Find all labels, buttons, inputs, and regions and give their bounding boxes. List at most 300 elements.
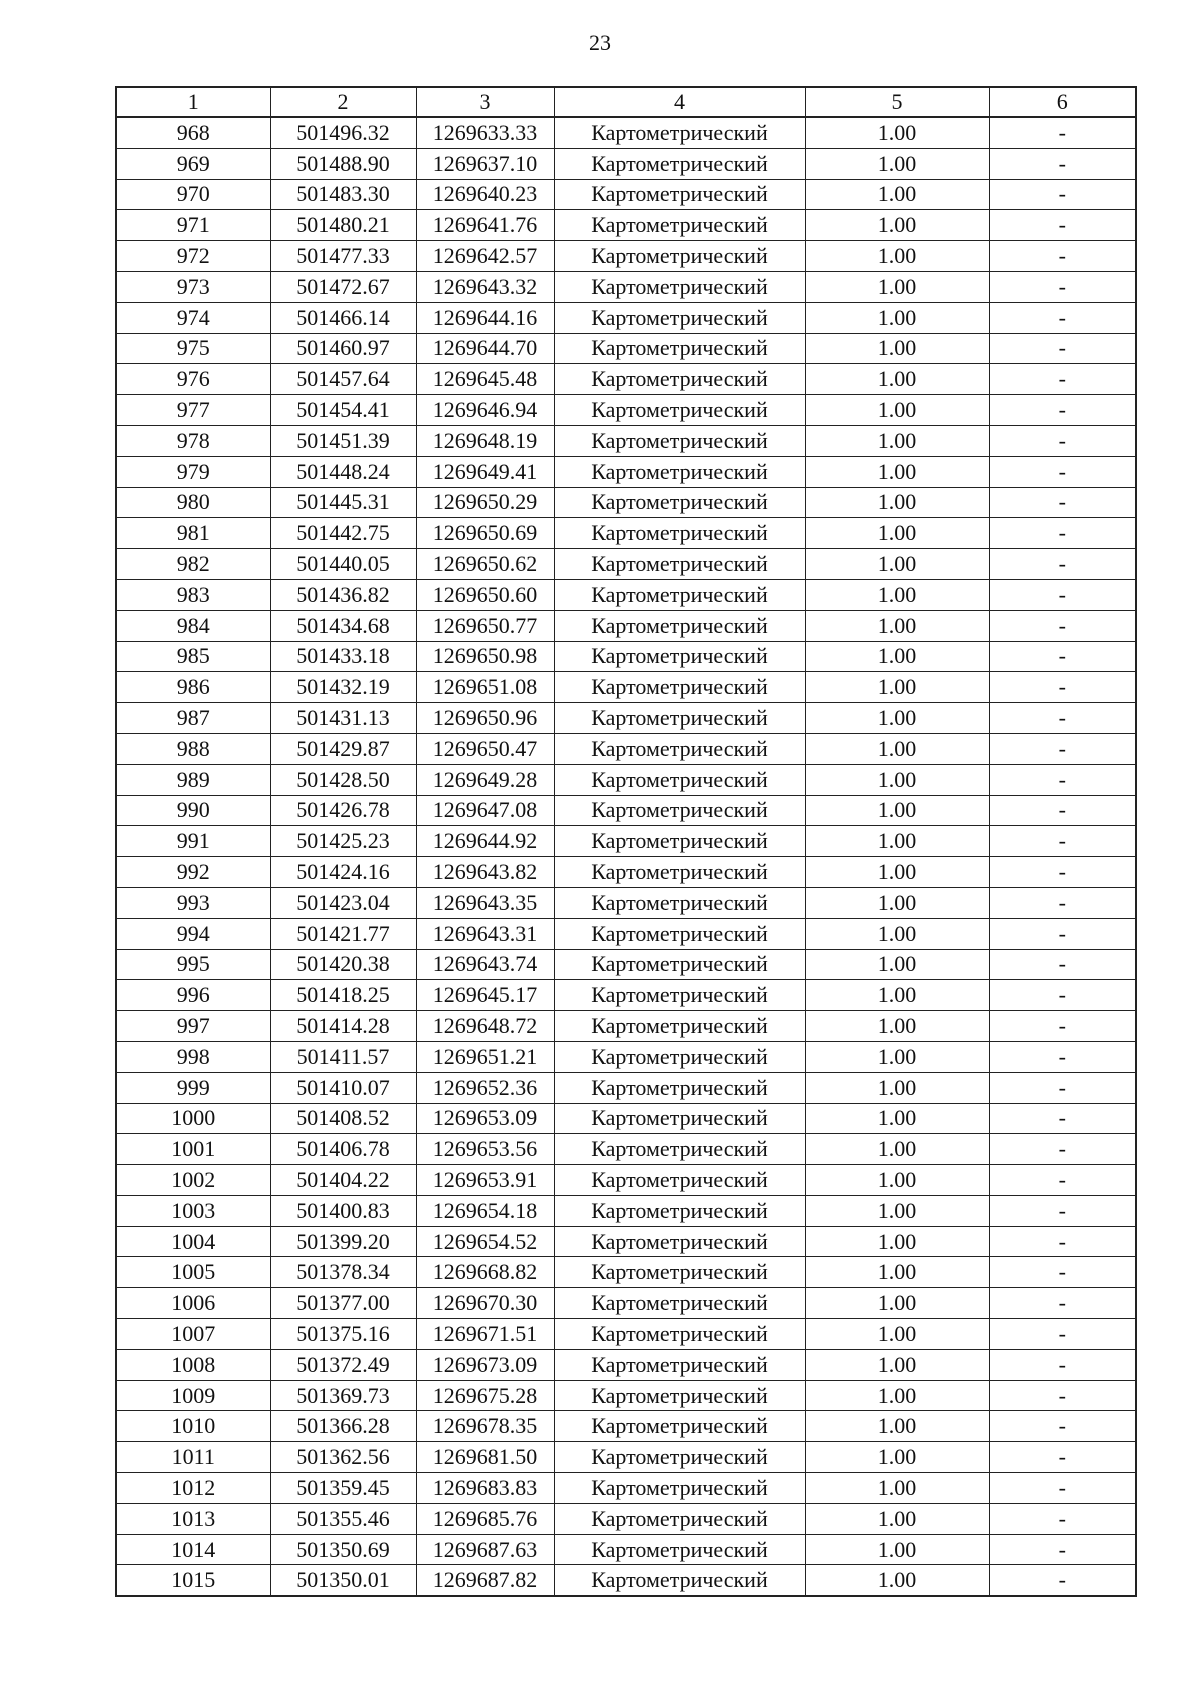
table-row [116, 1072, 1136, 1103]
accuracy-cell: 1.00 [805, 1534, 989, 1565]
y-coordinate-cell: 1269654.52 [416, 1226, 554, 1257]
point-number-cell: 1003 [116, 1195, 270, 1226]
description-cell: - [989, 641, 1136, 672]
y-coordinate-cell: 1269678.35 [416, 1411, 554, 1442]
accuracy-cell: 1.00 [805, 918, 989, 949]
point-number-cell: 968 [116, 117, 270, 148]
method-cell: Картометрический [554, 826, 805, 857]
y-coordinate-cell: 1269650.29 [416, 487, 554, 518]
method-cell: Картометрический [554, 179, 805, 210]
x-coordinate-cell: 501442.75 [270, 518, 416, 549]
point-number-cell: 1006 [116, 1288, 270, 1319]
accuracy-cell: 1.00 [805, 1195, 989, 1226]
y-coordinate-cell: 1269643.82 [416, 857, 554, 888]
x-coordinate-cell: 501433.18 [270, 641, 416, 672]
y-coordinate-cell: 1269643.31 [416, 918, 554, 949]
coordinates-table [115, 86, 1137, 1597]
table-row [116, 641, 1136, 672]
y-coordinate-cell: 1269650.69 [416, 518, 554, 549]
method-cell: Картометрический [554, 1319, 805, 1350]
y-coordinate-cell: 1269673.09 [416, 1349, 554, 1380]
table-row [116, 949, 1136, 980]
x-coordinate-cell: 501460.97 [270, 333, 416, 364]
point-number-cell: 980 [116, 487, 270, 518]
y-coordinate-cell: 1269645.17 [416, 980, 554, 1011]
accuracy-cell: 1.00 [805, 641, 989, 672]
description-cell: - [989, 949, 1136, 980]
y-coordinate-cell: 1269644.92 [416, 826, 554, 857]
method-cell: Картометрический [554, 672, 805, 703]
x-coordinate-cell: 501426.78 [270, 795, 416, 826]
description-cell: - [989, 518, 1136, 549]
description-cell: - [989, 1165, 1136, 1196]
table-row [116, 733, 1136, 764]
x-coordinate-cell: 501414.28 [270, 1011, 416, 1042]
table-row [116, 487, 1136, 518]
description-cell: - [989, 1195, 1136, 1226]
x-coordinate-cell: 501424.16 [270, 857, 416, 888]
table-row [116, 1565, 1136, 1596]
table-row [116, 333, 1136, 364]
table-row [116, 241, 1136, 272]
accuracy-cell: 1.00 [805, 1411, 989, 1442]
point-number-cell: 988 [116, 733, 270, 764]
accuracy-cell: 1.00 [805, 179, 989, 210]
accuracy-cell: 1.00 [805, 117, 989, 148]
table-row [116, 1380, 1136, 1411]
accuracy-cell: 1.00 [805, 949, 989, 980]
point-number-cell: 978 [116, 425, 270, 456]
description-cell: - [989, 425, 1136, 456]
method-cell: Картометрический [554, 518, 805, 549]
x-coordinate-cell: 501375.16 [270, 1319, 416, 1350]
description-cell: - [989, 887, 1136, 918]
point-number-cell: 1009 [116, 1380, 270, 1411]
accuracy-cell: 1.00 [805, 610, 989, 641]
point-number-cell: 1001 [116, 1134, 270, 1165]
accuracy-cell: 1.00 [805, 1380, 989, 1411]
table-row [116, 980, 1136, 1011]
table-row [116, 302, 1136, 333]
y-coordinate-cell: 1269648.19 [416, 425, 554, 456]
method-cell: Картометрический [554, 456, 805, 487]
method-cell: Картометрический [554, 487, 805, 518]
point-number-cell: 989 [116, 764, 270, 795]
x-coordinate-cell: 501410.07 [270, 1072, 416, 1103]
accuracy-cell: 1.00 [805, 1503, 989, 1534]
x-coordinate-cell: 501404.22 [270, 1165, 416, 1196]
x-coordinate-cell: 501425.23 [270, 826, 416, 857]
accuracy-cell: 1.00 [805, 826, 989, 857]
point-number-cell: 985 [116, 641, 270, 672]
column-header-1: 1 [116, 87, 270, 117]
y-coordinate-cell: 1269650.98 [416, 641, 554, 672]
table-row [116, 1134, 1136, 1165]
y-coordinate-cell: 1269687.82 [416, 1565, 554, 1596]
point-number-cell: 969 [116, 148, 270, 179]
table-row [116, 271, 1136, 302]
point-number-cell: 974 [116, 302, 270, 333]
method-cell: Картометрический [554, 210, 805, 241]
accuracy-cell: 1.00 [805, 1257, 989, 1288]
accuracy-cell: 1.00 [805, 148, 989, 179]
method-cell: Картометрический [554, 764, 805, 795]
point-number-cell: 992 [116, 857, 270, 888]
point-number-cell: 996 [116, 980, 270, 1011]
method-cell: Картометрический [554, 1072, 805, 1103]
method-cell: Картометрический [554, 271, 805, 302]
y-coordinate-cell: 1269681.50 [416, 1442, 554, 1473]
point-number-cell: 999 [116, 1072, 270, 1103]
method-cell: Картометрический [554, 302, 805, 333]
table-row [116, 857, 1136, 888]
y-coordinate-cell: 1269643.32 [416, 271, 554, 302]
point-number-cell: 976 [116, 364, 270, 395]
table-row [116, 1503, 1136, 1534]
description-cell: - [989, 579, 1136, 610]
table-row [116, 826, 1136, 857]
table-row [116, 672, 1136, 703]
method-cell: Картометрический [554, 1380, 805, 1411]
description-cell: - [989, 210, 1136, 241]
method-cell: Картометрический [554, 425, 805, 456]
description-cell: - [989, 1411, 1136, 1442]
description-cell: - [989, 302, 1136, 333]
table-row [116, 1165, 1136, 1196]
y-coordinate-cell: 1269668.82 [416, 1257, 554, 1288]
column-header-3: 3 [416, 87, 554, 117]
point-number-cell: 1004 [116, 1226, 270, 1257]
method-cell: Картометрический [554, 241, 805, 272]
y-coordinate-cell: 1269653.56 [416, 1134, 554, 1165]
y-coordinate-cell: 1269640.23 [416, 179, 554, 210]
table-row [116, 518, 1136, 549]
x-coordinate-cell: 501480.21 [270, 210, 416, 241]
x-coordinate-cell: 501457.64 [270, 364, 416, 395]
accuracy-cell: 1.00 [805, 271, 989, 302]
table-row [116, 887, 1136, 918]
point-number-cell: 1002 [116, 1165, 270, 1196]
point-number-cell: 972 [116, 241, 270, 272]
description-cell: - [989, 271, 1136, 302]
accuracy-cell: 1.00 [805, 1565, 989, 1596]
table-row [116, 1103, 1136, 1134]
description-cell: - [989, 456, 1136, 487]
table-row [116, 1011, 1136, 1042]
y-coordinate-cell: 1269650.47 [416, 733, 554, 764]
point-number-cell: 973 [116, 271, 270, 302]
point-number-cell: 995 [116, 949, 270, 980]
method-cell: Картометрический [554, 1134, 805, 1165]
method-cell: Картометрический [554, 364, 805, 395]
description-cell: - [989, 672, 1136, 703]
column-header-4: 4 [554, 87, 805, 117]
table-row [116, 795, 1136, 826]
x-coordinate-cell: 501418.25 [270, 980, 416, 1011]
y-coordinate-cell: 1269637.10 [416, 148, 554, 179]
x-coordinate-cell: 501378.34 [270, 1257, 416, 1288]
accuracy-cell: 1.00 [805, 579, 989, 610]
accuracy-cell: 1.00 [805, 1072, 989, 1103]
method-cell: Картометрический [554, 980, 805, 1011]
point-number-cell: 994 [116, 918, 270, 949]
method-cell: Картометрический [554, 148, 805, 179]
y-coordinate-cell: 1269644.70 [416, 333, 554, 364]
method-cell: Картометрический [554, 1349, 805, 1380]
x-coordinate-cell: 501359.45 [270, 1473, 416, 1504]
description-cell: - [989, 487, 1136, 518]
accuracy-cell: 1.00 [805, 1134, 989, 1165]
table-header-row [116, 87, 1136, 117]
x-coordinate-cell: 501399.20 [270, 1226, 416, 1257]
x-coordinate-cell: 501406.78 [270, 1134, 416, 1165]
method-cell: Картометрический [554, 733, 805, 764]
x-coordinate-cell: 501451.39 [270, 425, 416, 456]
description-cell: - [989, 148, 1136, 179]
description-cell: - [989, 1534, 1136, 1565]
accuracy-cell: 1.00 [805, 425, 989, 456]
x-coordinate-cell: 501488.90 [270, 148, 416, 179]
method-cell: Картометрический [554, 795, 805, 826]
method-cell: Картометрический [554, 703, 805, 734]
x-coordinate-cell: 501432.19 [270, 672, 416, 703]
description-cell: - [989, 857, 1136, 888]
x-coordinate-cell: 501472.67 [270, 271, 416, 302]
accuracy-cell: 1.00 [805, 1319, 989, 1350]
description-cell: - [989, 1442, 1136, 1473]
point-number-cell: 1000 [116, 1103, 270, 1134]
accuracy-cell: 1.00 [805, 1349, 989, 1380]
accuracy-cell: 1.00 [805, 1011, 989, 1042]
column-header-5: 5 [805, 87, 989, 117]
table-row [116, 1257, 1136, 1288]
method-cell: Картометрический [554, 1534, 805, 1565]
x-coordinate-cell: 501421.77 [270, 918, 416, 949]
table-row [116, 1349, 1136, 1380]
table-row [116, 579, 1136, 610]
table-row [116, 610, 1136, 641]
description-cell: - [989, 980, 1136, 1011]
y-coordinate-cell: 1269650.77 [416, 610, 554, 641]
description-cell: - [989, 918, 1136, 949]
accuracy-cell: 1.00 [805, 764, 989, 795]
table-body [116, 117, 1136, 1596]
y-coordinate-cell: 1269687.63 [416, 1534, 554, 1565]
table-row [116, 764, 1136, 795]
accuracy-cell: 1.00 [805, 672, 989, 703]
description-cell: - [989, 333, 1136, 364]
accuracy-cell: 1.00 [805, 210, 989, 241]
accuracy-cell: 1.00 [805, 456, 989, 487]
x-coordinate-cell: 501408.52 [270, 1103, 416, 1134]
method-cell: Картометрический [554, 1195, 805, 1226]
table-row [116, 1195, 1136, 1226]
point-number-cell: 1012 [116, 1473, 270, 1504]
y-coordinate-cell: 1269641.76 [416, 210, 554, 241]
method-cell: Картометрический [554, 117, 805, 148]
x-coordinate-cell: 501436.82 [270, 579, 416, 610]
accuracy-cell: 1.00 [805, 857, 989, 888]
description-cell: - [989, 1288, 1136, 1319]
x-coordinate-cell: 501411.57 [270, 1041, 416, 1072]
x-coordinate-cell: 501477.33 [270, 241, 416, 272]
y-coordinate-cell: 1269650.62 [416, 549, 554, 580]
method-cell: Картометрический [554, 1041, 805, 1072]
table-row [116, 1041, 1136, 1072]
description-cell: - [989, 1226, 1136, 1257]
description-cell: - [989, 1380, 1136, 1411]
x-coordinate-cell: 501423.04 [270, 887, 416, 918]
y-coordinate-cell: 1269642.57 [416, 241, 554, 272]
y-coordinate-cell: 1269652.36 [416, 1072, 554, 1103]
x-coordinate-cell: 501420.38 [270, 949, 416, 980]
column-header-2: 2 [270, 87, 416, 117]
x-coordinate-cell: 501428.50 [270, 764, 416, 795]
table-row [116, 549, 1136, 580]
x-coordinate-cell: 501440.05 [270, 549, 416, 580]
method-cell: Картометрический [554, 1411, 805, 1442]
table-row [116, 1226, 1136, 1257]
accuracy-cell: 1.00 [805, 887, 989, 918]
y-coordinate-cell: 1269645.48 [416, 364, 554, 395]
table-row [116, 117, 1136, 148]
method-cell: Картометрический [554, 1226, 805, 1257]
description-cell: - [989, 179, 1136, 210]
y-coordinate-cell: 1269653.91 [416, 1165, 554, 1196]
x-coordinate-cell: 501350.69 [270, 1534, 416, 1565]
table-row [116, 364, 1136, 395]
accuracy-cell: 1.00 [805, 1041, 989, 1072]
x-coordinate-cell: 501366.28 [270, 1411, 416, 1442]
y-coordinate-cell: 1269643.74 [416, 949, 554, 980]
accuracy-cell: 1.00 [805, 549, 989, 580]
table-row [116, 1411, 1136, 1442]
x-coordinate-cell: 501434.68 [270, 610, 416, 641]
page-number: 23 [589, 30, 611, 55]
point-number-cell: 1005 [116, 1257, 270, 1288]
y-coordinate-cell: 1269648.72 [416, 1011, 554, 1042]
y-coordinate-cell: 1269647.08 [416, 795, 554, 826]
accuracy-cell: 1.00 [805, 364, 989, 395]
point-number-cell: 993 [116, 887, 270, 918]
table-row [116, 1288, 1136, 1319]
description-cell: - [989, 241, 1136, 272]
x-coordinate-cell: 501483.30 [270, 179, 416, 210]
method-cell: Картометрический [554, 1165, 805, 1196]
method-cell: Картометрический [554, 579, 805, 610]
table-row [116, 703, 1136, 734]
point-number-cell: 987 [116, 703, 270, 734]
description-cell: - [989, 610, 1136, 641]
point-number-cell: 975 [116, 333, 270, 364]
accuracy-cell: 1.00 [805, 1442, 989, 1473]
x-coordinate-cell: 501445.31 [270, 487, 416, 518]
description-cell: - [989, 1041, 1136, 1072]
accuracy-cell: 1.00 [805, 980, 989, 1011]
y-coordinate-cell: 1269683.83 [416, 1473, 554, 1504]
table-row [116, 456, 1136, 487]
method-cell: Картометрический [554, 1011, 805, 1042]
description-cell: - [989, 733, 1136, 764]
point-number-cell: 990 [116, 795, 270, 826]
table-row [116, 210, 1136, 241]
description-cell: - [989, 1349, 1136, 1380]
description-cell: - [989, 1257, 1136, 1288]
description-cell: - [989, 364, 1136, 395]
x-coordinate-cell: 501377.00 [270, 1288, 416, 1319]
y-coordinate-cell: 1269644.16 [416, 302, 554, 333]
description-cell: - [989, 395, 1136, 426]
point-number-cell: 991 [116, 826, 270, 857]
point-number-cell: 971 [116, 210, 270, 241]
accuracy-cell: 1.00 [805, 1226, 989, 1257]
point-number-cell: 986 [116, 672, 270, 703]
point-number-cell: 983 [116, 579, 270, 610]
point-number-cell: 1008 [116, 1349, 270, 1380]
table-row [116, 1442, 1136, 1473]
point-number-cell: 981 [116, 518, 270, 549]
point-number-cell: 1013 [116, 1503, 270, 1534]
method-cell: Картометрический [554, 857, 805, 888]
method-cell: Картометрический [554, 395, 805, 426]
point-number-cell: 984 [116, 610, 270, 641]
description-cell: - [989, 1134, 1136, 1165]
point-number-cell: 970 [116, 179, 270, 210]
table-row [116, 918, 1136, 949]
method-cell: Картометрический [554, 887, 805, 918]
accuracy-cell: 1.00 [805, 487, 989, 518]
description-cell: - [989, 1011, 1136, 1042]
point-number-cell: 982 [116, 549, 270, 580]
point-number-cell: 997 [116, 1011, 270, 1042]
description-cell: - [989, 549, 1136, 580]
point-number-cell: 998 [116, 1041, 270, 1072]
y-coordinate-cell: 1269670.30 [416, 1288, 554, 1319]
y-coordinate-cell: 1269649.28 [416, 764, 554, 795]
method-cell: Картометрический [554, 1503, 805, 1534]
y-coordinate-cell: 1269650.60 [416, 579, 554, 610]
x-coordinate-cell: 501454.41 [270, 395, 416, 426]
method-cell: Картометрический [554, 1257, 805, 1288]
accuracy-cell: 1.00 [805, 795, 989, 826]
y-coordinate-cell: 1269654.18 [416, 1195, 554, 1226]
point-number-cell: 1011 [116, 1442, 270, 1473]
accuracy-cell: 1.00 [805, 1103, 989, 1134]
accuracy-cell: 1.00 [805, 1165, 989, 1196]
accuracy-cell: 1.00 [805, 241, 989, 272]
description-cell: - [989, 1503, 1136, 1534]
x-coordinate-cell: 501429.87 [270, 733, 416, 764]
x-coordinate-cell: 501431.13 [270, 703, 416, 734]
y-coordinate-cell: 1269675.28 [416, 1380, 554, 1411]
accuracy-cell: 1.00 [805, 1473, 989, 1504]
method-cell: Картометрический [554, 1442, 805, 1473]
accuracy-cell: 1.00 [805, 302, 989, 333]
method-cell: Картометрический [554, 1473, 805, 1504]
point-number-cell: 979 [116, 456, 270, 487]
point-number-cell: 977 [116, 395, 270, 426]
description-cell: - [989, 1473, 1136, 1504]
point-number-cell: 1014 [116, 1534, 270, 1565]
table-row [116, 1534, 1136, 1565]
description-cell: - [989, 1103, 1136, 1134]
accuracy-cell: 1.00 [805, 733, 989, 764]
y-coordinate-cell: 1269651.08 [416, 672, 554, 703]
x-coordinate-cell: 501355.46 [270, 1503, 416, 1534]
accuracy-cell: 1.00 [805, 1288, 989, 1319]
y-coordinate-cell: 1269633.33 [416, 117, 554, 148]
accuracy-cell: 1.00 [805, 518, 989, 549]
